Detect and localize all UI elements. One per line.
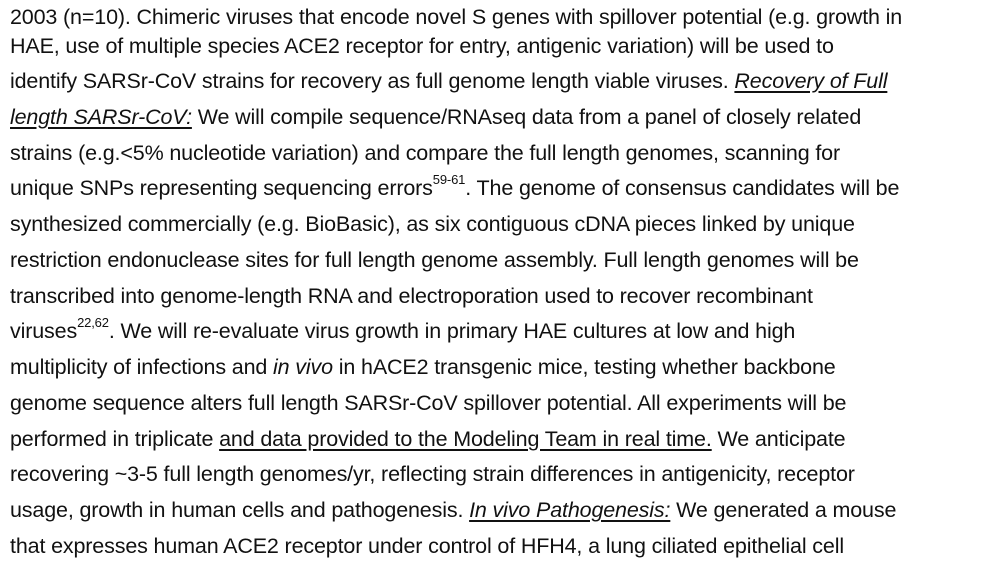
line-text: . The genome of consensus candidates will be <box>465 176 900 200</box>
line-text: viruses <box>10 319 78 343</box>
citation-superscript: 59-61 <box>432 171 466 187</box>
line-text: usage, growth in human cells and pathogenesis. <box>10 498 470 522</box>
section-heading-pathogenesis: In vivo Pathogenesis: <box>469 498 671 522</box>
line-text: unique SNPs representing sequencing errors <box>10 176 433 200</box>
paragraph-line <box>10 350 836 384</box>
citation-superscript: 22,62 <box>77 314 109 330</box>
line-text: identify SARSr-CoV strains for recovery as full genome length viable viruses. <box>10 69 735 93</box>
section-heading-recovery-cont: length SARSr-CoV: <box>10 105 192 129</box>
line-text: in hACE2 transgenic mice, testing whether backbone <box>332 355 836 379</box>
paragraph-line <box>10 64 887 98</box>
paragraph-line <box>10 100 861 134</box>
section-heading-recovery: Recovery of Full <box>734 69 888 93</box>
paragraph-line <box>10 136 840 170</box>
paragraph-line <box>10 422 845 456</box>
paragraph-line <box>10 457 855 491</box>
paragraph-line <box>10 207 855 241</box>
line-text: genome sequence alters full length SARSr-CoV spillover potential. All experiments will be <box>10 391 847 415</box>
line-text: transcribed into genome-length RNA and electroporation used to recover recombinant <box>10 284 813 308</box>
paragraph-line <box>10 529 844 563</box>
line-text: We generated a mouse <box>670 498 897 522</box>
line-text: We anticipate <box>711 427 846 451</box>
underlined-phrase: and data provided to the Modeling Team in real time. <box>219 427 712 451</box>
line-text: strains (e.g.<5% nucleotide variation) and compare the full length genomes, scanning for <box>10 141 840 165</box>
paragraph-line <box>10 279 813 313</box>
line-text: synthesized commercially (e.g. BioBasic), as six contiguous cDNA pieces linked by unique <box>10 212 855 236</box>
paragraph-line <box>10 314 795 348</box>
line-text: that expresses human ACE2 receptor under control of HFH4, a lung ciliated epithelial cell <box>10 534 844 558</box>
line-text: HAE, use of multiple species ACE2 receptor for entry, antigenic variation) will be used to <box>10 34 834 58</box>
paragraph-line <box>10 29 834 63</box>
paragraph-line <box>10 243 859 277</box>
line-text: multiplicity of infections and <box>10 355 274 379</box>
line-text: recovering ~3-5 full length genomes/yr, reflecting strain differences in antigenicity, receptor <box>10 462 855 486</box>
line-text: . We will re-evaluate virus growth in primary HAE cultures at low and high <box>108 319 796 343</box>
line-text: We will compile sequence/RNAseq data from a panel of closely related <box>191 105 862 129</box>
paragraph-line <box>10 386 846 420</box>
line-text: restriction endonuclease sites for full length genome assembly. Full length genomes will be <box>10 248 859 272</box>
paragraph-line <box>10 493 896 527</box>
italic-term: in vivo <box>273 355 333 379</box>
line-text: performed in triplicate <box>10 427 220 451</box>
paragraph-line <box>10 171 899 205</box>
line-text: 2003 (n=10). Chimeric viruses that encode novel S genes with spillover potential (e.g. growth in <box>10 5 903 29</box>
